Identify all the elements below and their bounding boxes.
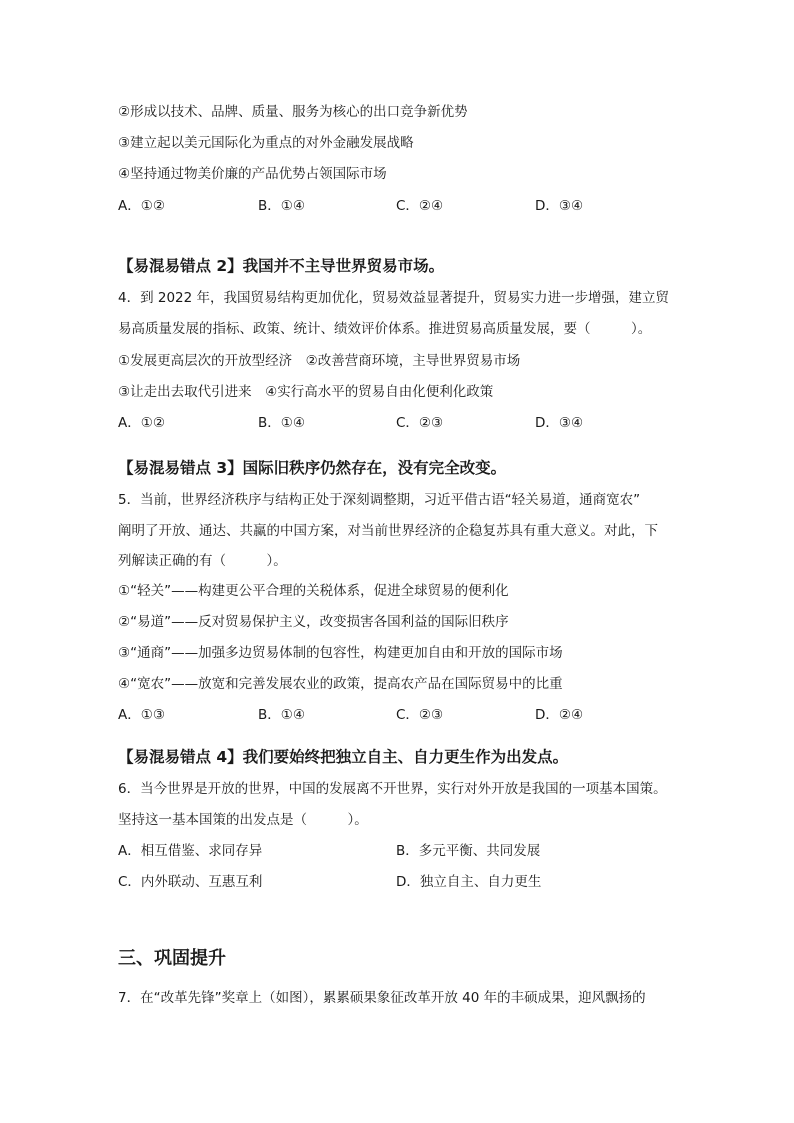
q4-stem-line1: 4．到 2022 年，我国贸易结构更加优化，贸易效益显著提升，贸易实力进一步增强，建立贸 <box>118 290 670 306</box>
point4-heading: 【易混易错点 4】我们要始终把独立自主、自力更生作为出发点。 <box>118 748 569 766</box>
q6-option-b: B．多元平衡、共同发展 <box>396 843 541 859</box>
q5-item-4: ④“宽农”——放宽和完善发展农业的政策，提高农产品在国际贸易中的比重 <box>118 676 563 692</box>
q3-item-2: ②形成以技术、品牌、质量、服务为核心的出口竞争新优势 <box>118 104 468 120</box>
q4-option-b: B．①④ <box>258 415 305 431</box>
q6-stem-line2: 坚持这一基本国策的出发点是（ ）。 <box>118 812 368 828</box>
point2-heading: 【易混易错点 2】我国并不主导世界贸易市场。 <box>118 257 445 275</box>
q5-item-3: ③“通商”——加强多边贸易体制的包容性，构建更加自由和开放的国际市场 <box>118 645 563 661</box>
q3-option-a: A．①② <box>118 198 165 214</box>
q5-stem-line3: 列解读正确的有（ ）。 <box>118 553 287 569</box>
q4-items-line2: ③让走出去取代引进来 ④实行高水平的贸易自由化便利化政策 <box>118 384 494 400</box>
q3-option-c: C．②④ <box>396 198 444 214</box>
q5-option-b: B．①④ <box>258 707 305 723</box>
q7-stem-line1: 7．在“改革先锋”奖章上（如图），累累硕果象征改革开放 40 年的丰硕成果，迎风飘扬的 <box>118 990 646 1006</box>
q5-option-c: C．②③ <box>396 707 444 723</box>
section-title: 三、巩固提升 <box>118 948 226 969</box>
q5-stem-line1: 5．当前，世界经济秩序与结构正处于深刻调整期，习近平借古语“轻关易道，通商宽农” <box>118 492 641 508</box>
q4-option-a: A．①② <box>118 415 165 431</box>
q3-option-b: B．①④ <box>258 198 305 214</box>
q5-item-1: ①“轻关”——构建更公平合理的关税体系，促进全球贸易的便利化 <box>118 583 509 599</box>
q6-option-d: D．独立自主、自力更生 <box>396 874 542 890</box>
q3-item-4: ④坚持通过物美价廉的产品优势占领国际市场 <box>118 166 387 182</box>
q6-option-a: A．相互借鉴、求同存异 <box>118 843 263 859</box>
q5-stem-line2: 阐明了开放、通达、共赢的中国方案，对当前世界经济的企稳复苏具有重大意义。对此，下 <box>118 523 658 539</box>
q3-item-3: ③建立起以美元国际化为重点的对外金融发展战略 <box>118 135 414 151</box>
q6-stem-line1: 6．当今世界是开放的世界，中国的发展离不开世界，实行对外开放是我国的一项基本国策。 <box>118 781 667 797</box>
q4-stem-line2: 易高质量发展的指标、政策、统计、绩效评价体系。推进贸易高质量发展，要（ ）。 <box>118 321 652 337</box>
q4-option-c: C．②③ <box>396 415 444 431</box>
point3-heading: 【易混易错点 3】国际旧秩序仍然存在，没有完全改变。 <box>118 459 507 477</box>
q6-option-c: C．内外联动、互惠互利 <box>118 874 263 890</box>
q4-items-line1: ①发展更高层次的开放型经济 ②改善营商环境，主导世界贸易市场 <box>118 353 521 369</box>
q5-option-a: A．①③ <box>118 707 165 723</box>
q5-option-d: D．②④ <box>535 707 584 723</box>
q5-item-2: ②“易道”——反对贸易保护主义，改变损害各国利益的国际旧秩序 <box>118 614 509 630</box>
q4-option-d: D．③④ <box>535 415 584 431</box>
q3-option-d: D．③④ <box>535 198 584 214</box>
